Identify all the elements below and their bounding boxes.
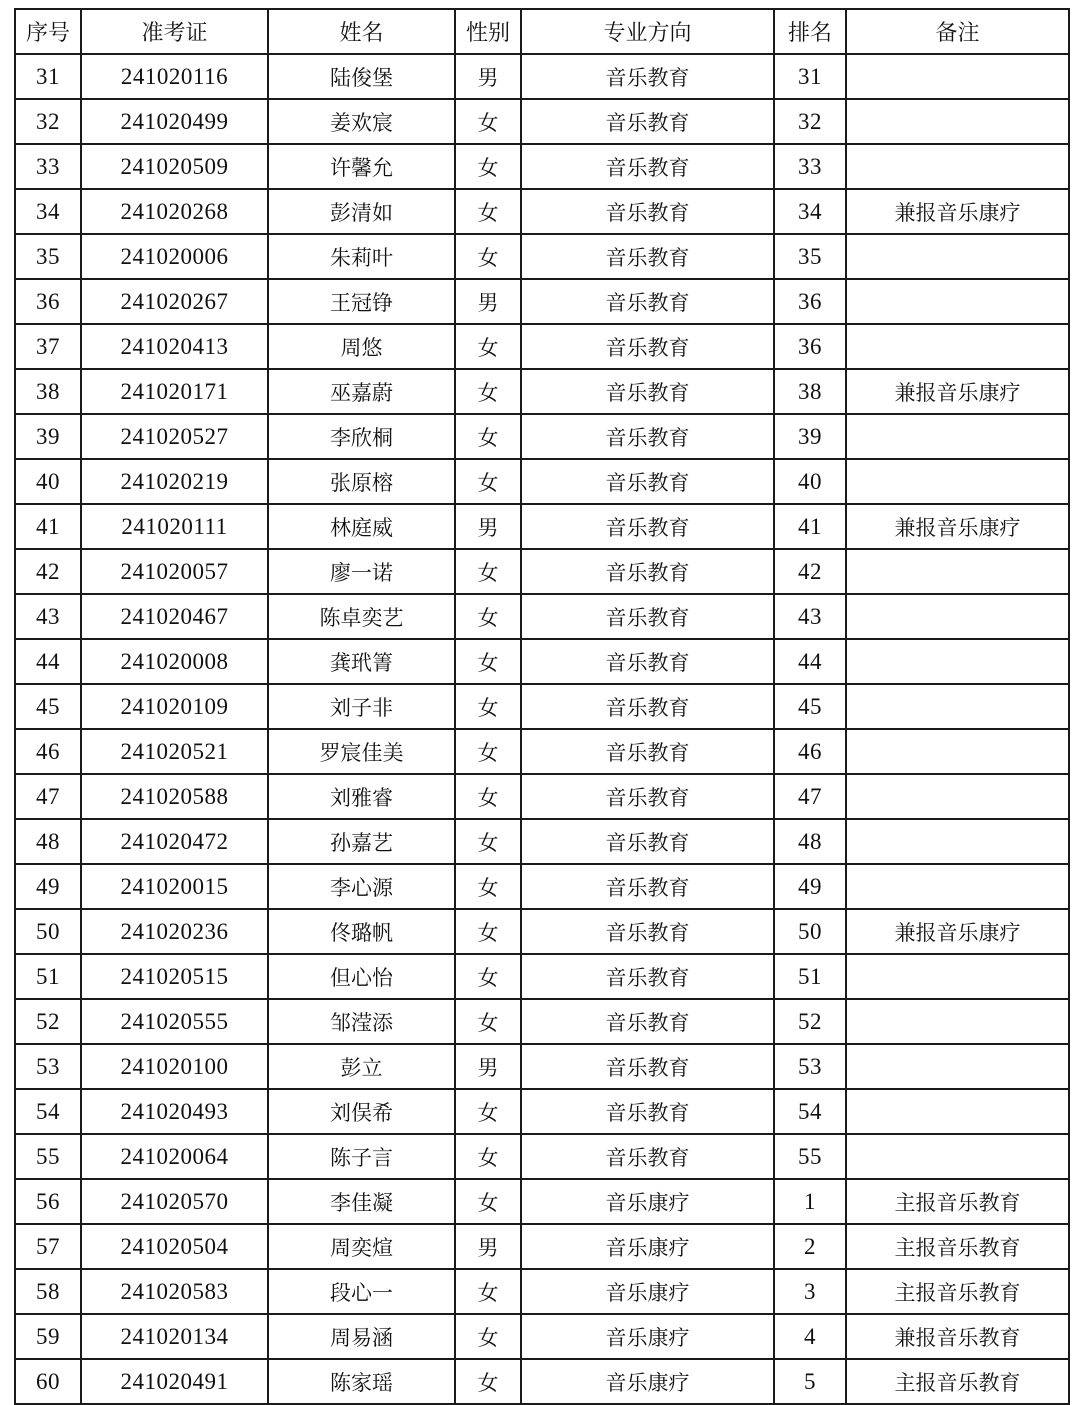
cell-exam-id: 241020219 — [81, 459, 268, 504]
cell-rank: 41 — [774, 504, 846, 549]
cell-exam-id: 241020472 — [81, 819, 268, 864]
table-row — [15, 549, 1069, 594]
cell-remark: 兼报音乐康疗 — [846, 369, 1069, 414]
cell-major: 音乐教育 — [521, 234, 774, 279]
cell-rank: 33 — [774, 144, 846, 189]
cell-seq: 32 — [15, 99, 81, 144]
cell-seq: 49 — [15, 864, 81, 909]
cell-gender: 女 — [455, 324, 521, 369]
table-row — [15, 684, 1069, 729]
cell-major: 音乐康疗 — [521, 1269, 774, 1314]
cell-gender: 女 — [455, 729, 521, 774]
cell-gender: 女 — [455, 1134, 521, 1179]
cell-rank: 38 — [774, 369, 846, 414]
cell-exam-id: 241020008 — [81, 639, 268, 684]
cell-remark: 主报音乐教育 — [846, 1359, 1069, 1404]
cell-exam-id: 241020116 — [81, 54, 268, 99]
cell-gender: 女 — [455, 234, 521, 279]
cell-major: 音乐教育 — [521, 459, 774, 504]
table-row — [15, 1089, 1069, 1134]
cell-remark — [846, 1089, 1069, 1134]
cell-name: 但心怡 — [268, 954, 455, 999]
cell-rank: 35 — [774, 234, 846, 279]
table-row — [15, 189, 1069, 234]
cell-remark — [846, 819, 1069, 864]
cell-rank: 44 — [774, 639, 846, 684]
cell-seq: 44 — [15, 639, 81, 684]
header-gender: 性别 — [455, 9, 521, 54]
cell-major: 音乐教育 — [521, 549, 774, 594]
cell-remark — [846, 279, 1069, 324]
cell-name: 廖一诺 — [268, 549, 455, 594]
cell-seq: 54 — [15, 1089, 81, 1134]
cell-major: 音乐康疗 — [521, 1314, 774, 1359]
cell-name: 李佳凝 — [268, 1179, 455, 1224]
cell-name: 彭立 — [268, 1044, 455, 1089]
cell-exam-id: 241020171 — [81, 369, 268, 414]
cell-exam-id: 241020555 — [81, 999, 268, 1044]
cell-exam-id: 241020570 — [81, 1179, 268, 1224]
cell-name: 刘俣希 — [268, 1089, 455, 1134]
cell-remark — [846, 99, 1069, 144]
cell-major: 音乐教育 — [521, 414, 774, 459]
table-row — [15, 594, 1069, 639]
cell-rank: 32 — [774, 99, 846, 144]
cell-rank: 36 — [774, 324, 846, 369]
cell-name: 张原榕 — [268, 459, 455, 504]
cell-gender: 女 — [455, 99, 521, 144]
cell-seq: 34 — [15, 189, 81, 234]
cell-remark: 主报音乐教育 — [846, 1224, 1069, 1269]
cell-name: 周悠 — [268, 324, 455, 369]
cell-rank: 36 — [774, 279, 846, 324]
cell-exam-id: 241020057 — [81, 549, 268, 594]
cell-seq: 60 — [15, 1359, 81, 1404]
cell-name: 陈家瑶 — [268, 1359, 455, 1404]
cell-rank: 39 — [774, 414, 846, 459]
cell-exam-id: 241020134 — [81, 1314, 268, 1359]
cell-name: 王冠铮 — [268, 279, 455, 324]
cell-major: 音乐康疗 — [521, 1359, 774, 1404]
cell-remark: 兼报音乐康疗 — [846, 189, 1069, 234]
cell-exam-id: 241020236 — [81, 909, 268, 954]
cell-exam-id: 241020064 — [81, 1134, 268, 1179]
cell-gender: 女 — [455, 414, 521, 459]
cell-gender: 女 — [455, 1179, 521, 1224]
cell-seq: 51 — [15, 954, 81, 999]
header-exam-id: 准考证 — [81, 9, 268, 54]
cell-remark — [846, 999, 1069, 1044]
cell-seq: 31 — [15, 54, 81, 99]
table-row — [15, 1044, 1069, 1089]
cell-remark — [846, 549, 1069, 594]
table-header-row — [15, 9, 1069, 54]
table-row — [15, 1179, 1069, 1224]
cell-seq: 50 — [15, 909, 81, 954]
cell-remark: 兼报音乐康疗 — [846, 909, 1069, 954]
ranking-table — [14, 8, 1070, 1405]
cell-exam-id: 241020509 — [81, 144, 268, 189]
cell-major: 音乐教育 — [521, 684, 774, 729]
cell-exam-id: 241020491 — [81, 1359, 268, 1404]
cell-seq: 36 — [15, 279, 81, 324]
table-row — [15, 1314, 1069, 1359]
cell-rank: 46 — [774, 729, 846, 774]
cell-exam-id: 241020006 — [81, 234, 268, 279]
cell-major: 音乐教育 — [521, 99, 774, 144]
cell-exam-id: 241020109 — [81, 684, 268, 729]
cell-gender: 女 — [455, 369, 521, 414]
cell-exam-id: 241020527 — [81, 414, 268, 459]
header-seq: 序号 — [15, 9, 81, 54]
cell-seq: 56 — [15, 1179, 81, 1224]
cell-name: 许馨允 — [268, 144, 455, 189]
cell-gender: 女 — [455, 909, 521, 954]
cell-name: 佟璐帆 — [268, 909, 455, 954]
cell-major: 音乐教育 — [521, 54, 774, 99]
table-row — [15, 864, 1069, 909]
cell-exam-id: 241020499 — [81, 99, 268, 144]
cell-major: 音乐教育 — [521, 1134, 774, 1179]
cell-name: 林庭威 — [268, 504, 455, 549]
cell-rank: 34 — [774, 189, 846, 234]
cell-name: 周易涵 — [268, 1314, 455, 1359]
table-row — [15, 1269, 1069, 1314]
cell-name: 姜欢宸 — [268, 99, 455, 144]
cell-rank: 49 — [774, 864, 846, 909]
table-row — [15, 1224, 1069, 1269]
cell-name: 陈卓奕艺 — [268, 594, 455, 639]
cell-major: 音乐教育 — [521, 1089, 774, 1134]
cell-gender: 男 — [455, 54, 521, 99]
cell-exam-id: 241020267 — [81, 279, 268, 324]
cell-rank: 50 — [774, 909, 846, 954]
cell-remark — [846, 1044, 1069, 1089]
header-remark: 备注 — [846, 9, 1069, 54]
cell-name: 李欣桐 — [268, 414, 455, 459]
cell-rank: 48 — [774, 819, 846, 864]
cell-seq: 57 — [15, 1224, 81, 1269]
header-name: 姓名 — [268, 9, 455, 54]
cell-major: 音乐教育 — [521, 909, 774, 954]
table-row — [15, 234, 1069, 279]
cell-gender: 男 — [455, 1224, 521, 1269]
table-row — [15, 954, 1069, 999]
cell-gender: 女 — [455, 1269, 521, 1314]
cell-seq: 35 — [15, 234, 81, 279]
cell-seq: 46 — [15, 729, 81, 774]
header-major: 专业方向 — [521, 9, 774, 54]
cell-remark: 主报音乐教育 — [846, 1179, 1069, 1224]
cell-exam-id: 241020413 — [81, 324, 268, 369]
cell-seq: 41 — [15, 504, 81, 549]
cell-name: 李心源 — [268, 864, 455, 909]
cell-rank: 2 — [774, 1224, 846, 1269]
table-row — [15, 144, 1069, 189]
cell-rank: 5 — [774, 1359, 846, 1404]
cell-remark — [846, 414, 1069, 459]
cell-gender: 女 — [455, 1089, 521, 1134]
cell-remark — [846, 594, 1069, 639]
cell-gender: 女 — [455, 999, 521, 1044]
cell-rank: 47 — [774, 774, 846, 819]
cell-remark — [846, 459, 1069, 504]
table-row — [15, 1359, 1069, 1404]
cell-seq: 52 — [15, 999, 81, 1044]
table-row — [15, 504, 1069, 549]
cell-seq: 45 — [15, 684, 81, 729]
cell-seq: 39 — [15, 414, 81, 459]
cell-gender: 女 — [455, 639, 521, 684]
cell-remark: 主报音乐教育 — [846, 1269, 1069, 1314]
cell-rank: 31 — [774, 54, 846, 99]
cell-gender: 女 — [455, 189, 521, 234]
table-row — [15, 909, 1069, 954]
cell-major: 音乐教育 — [521, 144, 774, 189]
cell-major: 音乐教育 — [521, 729, 774, 774]
cell-seq: 37 — [15, 324, 81, 369]
table-row — [15, 729, 1069, 774]
cell-gender: 女 — [455, 459, 521, 504]
cell-major: 音乐教育 — [521, 1044, 774, 1089]
cell-major: 音乐教育 — [521, 639, 774, 684]
cell-remark — [846, 54, 1069, 99]
cell-seq: 42 — [15, 549, 81, 594]
cell-name: 彭清如 — [268, 189, 455, 234]
cell-remark — [846, 954, 1069, 999]
cell-major: 音乐教育 — [521, 774, 774, 819]
cell-remark — [846, 234, 1069, 279]
cell-seq: 53 — [15, 1044, 81, 1089]
cell-major: 音乐教育 — [521, 999, 774, 1044]
cell-exam-id: 241020100 — [81, 1044, 268, 1089]
header-rank: 排名 — [774, 9, 846, 54]
cell-gender: 男 — [455, 504, 521, 549]
table-row — [15, 819, 1069, 864]
cell-major: 音乐教育 — [521, 504, 774, 549]
cell-rank: 52 — [774, 999, 846, 1044]
cell-remark — [846, 324, 1069, 369]
cell-seq: 38 — [15, 369, 81, 414]
cell-name: 朱莉叶 — [268, 234, 455, 279]
cell-name: 陈子言 — [268, 1134, 455, 1179]
cell-gender: 女 — [455, 819, 521, 864]
cell-gender: 女 — [455, 549, 521, 594]
cell-gender: 女 — [455, 954, 521, 999]
table-row — [15, 999, 1069, 1044]
cell-major: 音乐教育 — [521, 189, 774, 234]
cell-gender: 女 — [455, 1359, 521, 1404]
table-row — [15, 54, 1069, 99]
table-row — [15, 279, 1069, 324]
cell-gender: 女 — [455, 864, 521, 909]
cell-rank: 45 — [774, 684, 846, 729]
cell-remark — [846, 729, 1069, 774]
table-row — [15, 639, 1069, 684]
table-row — [15, 99, 1069, 144]
cell-exam-id: 241020467 — [81, 594, 268, 639]
cell-name: 邹滢添 — [268, 999, 455, 1044]
cell-remark — [846, 639, 1069, 684]
cell-rank: 3 — [774, 1269, 846, 1314]
cell-major: 音乐教育 — [521, 279, 774, 324]
cell-rank: 51 — [774, 954, 846, 999]
cell-rank: 54 — [774, 1089, 846, 1134]
cell-remark — [846, 864, 1069, 909]
cell-name: 周奕煊 — [268, 1224, 455, 1269]
table-row — [15, 459, 1069, 504]
cell-major: 音乐教育 — [521, 594, 774, 639]
cell-rank: 42 — [774, 549, 846, 594]
cell-seq: 47 — [15, 774, 81, 819]
cell-exam-id: 241020583 — [81, 1269, 268, 1314]
cell-exam-id: 241020493 — [81, 1089, 268, 1134]
cell-seq: 48 — [15, 819, 81, 864]
cell-rank: 55 — [774, 1134, 846, 1179]
cell-rank: 4 — [774, 1314, 846, 1359]
cell-seq: 55 — [15, 1134, 81, 1179]
cell-gender: 女 — [455, 684, 521, 729]
table-row — [15, 1134, 1069, 1179]
cell-name: 巫嘉蔚 — [268, 369, 455, 414]
table-row — [15, 369, 1069, 414]
cell-exam-id: 241020268 — [81, 189, 268, 234]
cell-exam-id: 241020504 — [81, 1224, 268, 1269]
cell-remark — [846, 774, 1069, 819]
cell-exam-id: 241020588 — [81, 774, 268, 819]
cell-name: 孙嘉艺 — [268, 819, 455, 864]
cell-exam-id: 241020521 — [81, 729, 268, 774]
cell-rank: 53 — [774, 1044, 846, 1089]
cell-gender: 男 — [455, 1044, 521, 1089]
cell-name: 陆俊堡 — [268, 54, 455, 99]
cell-gender: 女 — [455, 1314, 521, 1359]
cell-seq: 58 — [15, 1269, 81, 1314]
cell-remark: 兼报音乐教育 — [846, 1314, 1069, 1359]
cell-gender: 女 — [455, 144, 521, 189]
cell-gender: 女 — [455, 774, 521, 819]
cell-seq: 33 — [15, 144, 81, 189]
cell-major: 音乐教育 — [521, 819, 774, 864]
cell-remark: 兼报音乐康疗 — [846, 504, 1069, 549]
cell-name: 段心一 — [268, 1269, 455, 1314]
cell-rank: 43 — [774, 594, 846, 639]
table-row — [15, 774, 1069, 819]
cell-seq: 40 — [15, 459, 81, 504]
cell-major: 音乐教育 — [521, 324, 774, 369]
table-row — [15, 414, 1069, 459]
cell-gender: 男 — [455, 279, 521, 324]
cell-major: 音乐教育 — [521, 864, 774, 909]
cell-major: 音乐康疗 — [521, 1179, 774, 1224]
cell-seq: 43 — [15, 594, 81, 639]
table-row — [15, 324, 1069, 369]
cell-rank: 1 — [774, 1179, 846, 1224]
cell-major: 音乐教育 — [521, 369, 774, 414]
cell-remark — [846, 684, 1069, 729]
cell-rank: 40 — [774, 459, 846, 504]
cell-gender: 女 — [455, 594, 521, 639]
table-body — [15, 54, 1069, 1404]
cell-seq: 59 — [15, 1314, 81, 1359]
cell-exam-id: 241020111 — [81, 504, 268, 549]
cell-major: 音乐教育 — [521, 954, 774, 999]
cell-name: 龚玳箐 — [268, 639, 455, 684]
cell-name: 刘雅睿 — [268, 774, 455, 819]
cell-remark — [846, 144, 1069, 189]
cell-major: 音乐康疗 — [521, 1224, 774, 1269]
cell-name: 刘子非 — [268, 684, 455, 729]
cell-remark — [846, 1134, 1069, 1179]
cell-exam-id: 241020015 — [81, 864, 268, 909]
cell-exam-id: 241020515 — [81, 954, 268, 999]
cell-name: 罗宸佳美 — [268, 729, 455, 774]
